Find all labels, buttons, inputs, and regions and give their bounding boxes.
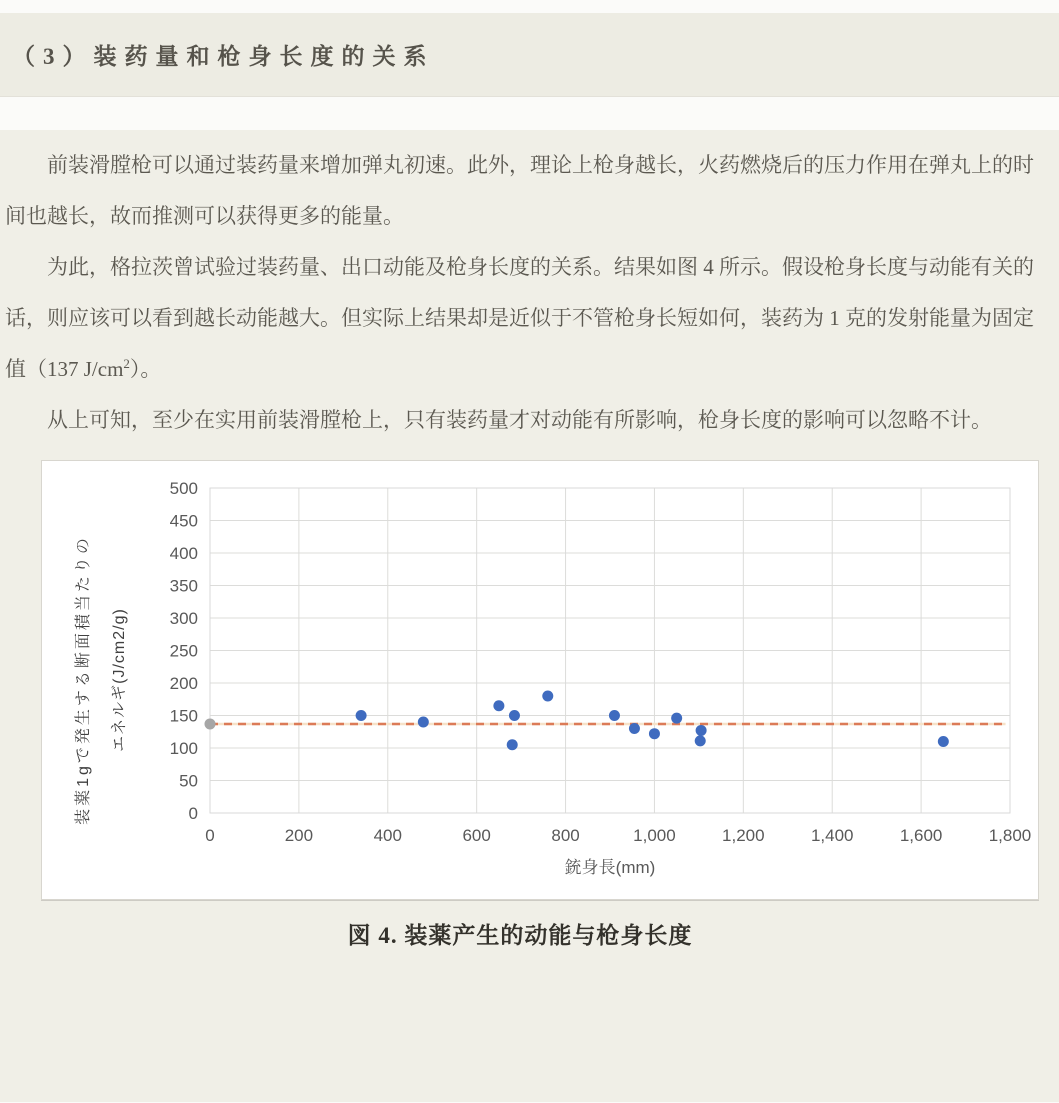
scatter-chart [42,461,1038,899]
x-axis-title: 銃身長(mm) [564,858,656,877]
x-tick-label: 1,600 [899,826,943,845]
x-tick-label: 400 [373,826,402,845]
y-tick-label: 0 [188,804,198,823]
article-paragraphs [5,140,1035,446]
section-title: （3）装药量和枪身长度的关系 [12,44,435,69]
data-point [509,710,520,721]
paragraph-2-end: ）。 [129,357,162,381]
data-point [542,691,553,702]
x-tick-label: 1,200 [722,826,765,845]
x-tick-label: 800 [551,826,580,845]
top-margin-strip [0,0,1059,13]
data-point [696,725,707,736]
x-tick-label: 1,400 [810,826,854,845]
data-point [671,713,682,724]
y-tick-label: 400 [169,544,198,563]
data-point [649,728,660,739]
data-point [938,736,949,747]
paragraph-2-text: 为此，格拉茨曾试验过装药量、出口动能及枪身长度的关系。结果如图 4 所示。假设枪身长度与动能有关的话，则应该可以看到越长动能越大。但实际上结果却是近似于不管枪身长短如何，装药为 1 克的发射能量为固定值（137 J/cm [5,255,1034,381]
data-point [695,735,706,746]
y-tick-label: 350 [169,576,198,596]
y-tick-label: 300 [169,609,198,628]
y-tick-label: 50 [179,771,198,791]
data-point [418,717,429,728]
header-gap-strip [0,97,1059,130]
y-tick-label: 450 [169,511,198,531]
y-tick-label: 200 [169,674,198,693]
article-content [0,130,1059,1102]
origin-marker [205,718,216,729]
data-point [629,723,640,734]
figure-caption: 図 4. 装薬产生的动能与枪身长度 [347,923,693,948]
x-tick-label: 600 [462,826,491,845]
data-point [356,710,367,721]
superscript-2: 2 [123,356,130,371]
data-point [493,700,504,711]
paragraph-3: 从上可知，至少在实用前装滑膛枪上，只有装药量才对动能有所影响，枪身长度的影响可以忽略不计。 [47,408,992,432]
data-point [507,739,518,750]
y-axis-title-line2: エネルギ(J/cm2/g) [111,608,128,752]
x-tick-label: 1,000 [633,826,676,845]
figure-4-chart-panel [41,460,1039,900]
section-header [0,13,1059,97]
y-tick-label: 100 [169,739,198,758]
y-tick-label: 250 [169,641,198,661]
paragraph-2 [5,242,1035,395]
x-tick-label: 200 [284,826,314,845]
paragraph-1: 前装滑膛枪可以通过装药量来增加弹丸初速。此外，理论上枪身越长，火药燃烧后的压力作用在弹丸上的时间也越长，故而推测可以获得更多的能量。 [5,153,1034,228]
y-tick-label: 150 [169,706,198,726]
y-tick-label: 500 [169,479,198,498]
x-tick-label: 0 [205,826,215,845]
x-tick-label: 1,800 [988,826,1032,845]
y-axis-title-line1: 装薬1gで発生する断面積当たりの [75,535,92,825]
data-point [609,710,620,721]
